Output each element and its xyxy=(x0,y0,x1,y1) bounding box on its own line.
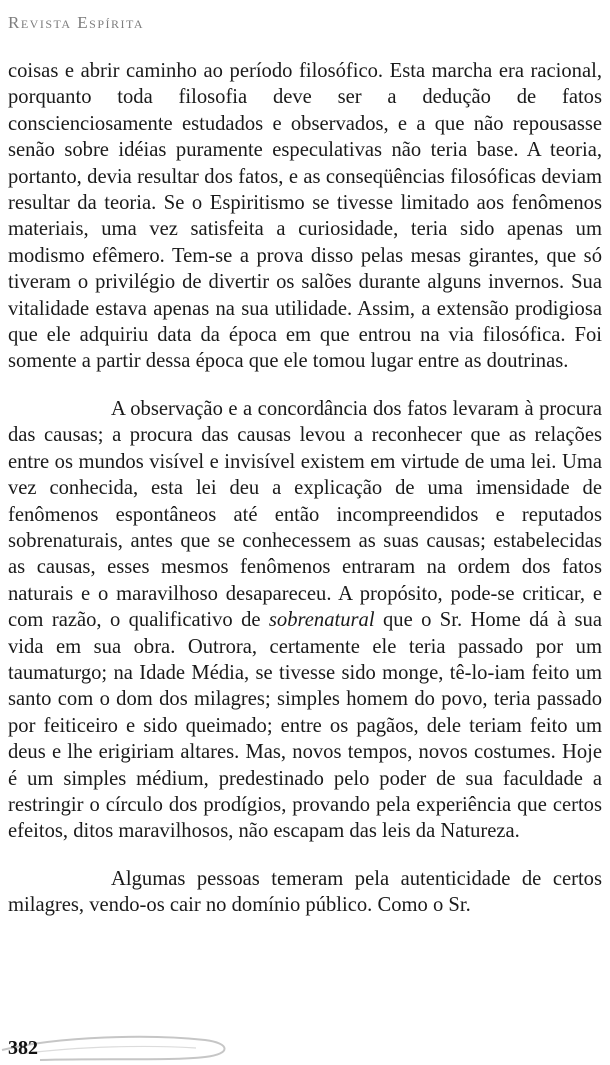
running-header: Revista Espírita xyxy=(8,13,145,32)
paragraph-2 xyxy=(8,396,602,845)
article-body xyxy=(8,58,602,918)
paragraph-1: coisas e abrir caminho ao período filosófico. Esta marcha era racional, porquanto toda filosofia deve ser a dedução de fatos conscienciosamente estudados e observados, e a que não repousasse senão sobre idéias puramente especulativas não teria base. A teoria, portanto, devia resultar dos fatos, e as conseqüências filosóficas deviam resultar da teoria. Se o Espiritismo se tivesse limitado aos fenômenos materiais, uma vez satisfeita a curiosidade, teria sido apenas um modismo efêmero. Tem-se a prova disso pelas mesas girantes, que só tiveram o privilégio de divertir os salões durante alguns invernos. Sua vitalidade estava apenas na sua utilidade. Assim, a extensão prodigiosa que ele adquiriu data da época em que entrou na via filosófica. Foi somente a partir dessa época que ele tomou lugar entre as doutrinas. xyxy=(8,60,602,373)
italic-term: sobrenatural xyxy=(268,609,375,632)
paragraph-2-text-a: A observação e a concordância dos fatos levaram à procura das causas; a procura das causas levou a reconhecer que as relações entre os mundos visível e invisível existem em virtude de uma lei. Uma vez conhecida, esta lei deu a explicação de uma imensidade de fenômenos espontâneos até então incompreendidos e reputados sobrenaturais, antes que se conhecessem as suas causas; estabelecidas as causas, esses mesmos fenômenos entraram na ordem dos fatos naturais e o maravilhoso desapareceu. A propósito, pode-se criticar, e com razão, o qualificativo de xyxy=(8,397,602,632)
paragraph-3: Algumas pessoas temeram pela autenticidade de certos milagres, vendo-os cair no domínio público. Como o Sr. xyxy=(8,867,602,917)
page-number: 382 xyxy=(8,1037,38,1059)
paragraph-2-text-b: que o Sr. Home dá à sua vida em sua obra. Outrora, certamente ele teria passado por um taumaturgo; na Idade Média, se tivesse sido monge, tê-lo-iam feito um santo com o dom dos milagres; simples homem do povo, teria passado por feiticeiro e sido queimado; entre os pagãos, dele teriam feito um deus e lhe erigiriam altares. Mas, novos tempos, novos costumes. Hoje é um simples médium, predestinado pelo poder de sua faculdade a restringir o círculo dos prodígios, provando pela experiência que certos efeitos, ditos maravilhosos, não escapam das leis da Natureza. xyxy=(8,609,602,843)
footer-swoosh-ornament xyxy=(0,1026,260,1064)
